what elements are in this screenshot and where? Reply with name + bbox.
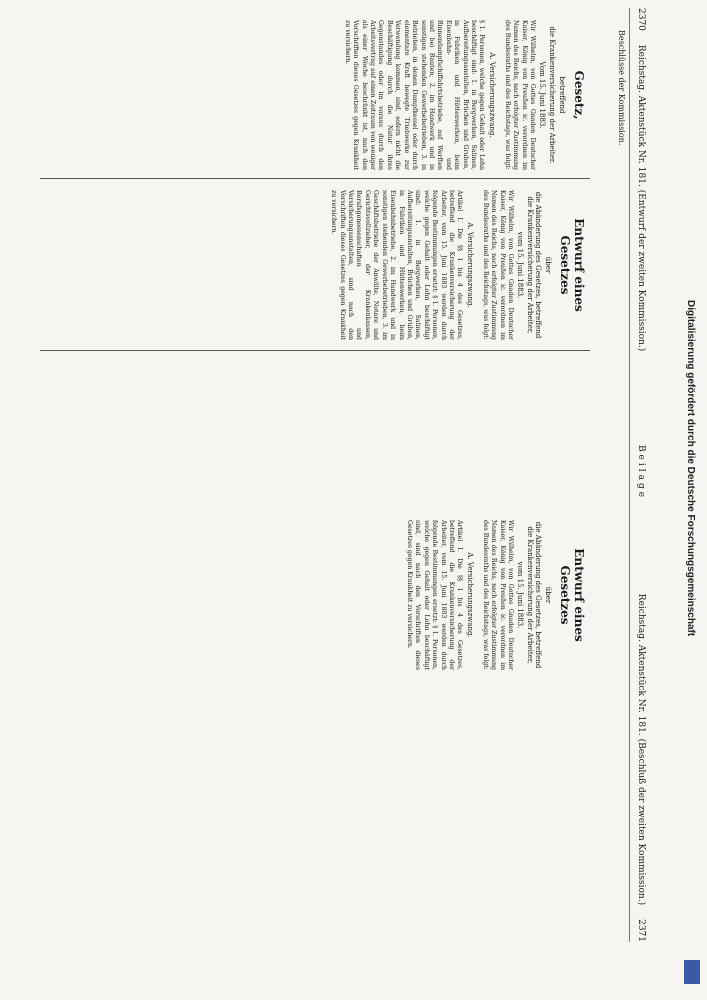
column-1-intro: Wir Wilhelm, von Gottes Gnaden Deutscher Kaiser, König von Preußen ic. verordnen im Namen des Reichs, nach erfolgter Zustimmung des Bundesraths und des Reichstags, was folgt: (503, 20, 536, 170)
column-2-intro: Wir Wilhelm, von Gottes Gnaden Deutscher Kaiser, König von Preußen ic. verordnen im Namen des Reichs, nach erfolgter Zustimmung des Bundesraths und des Reichstags, was folgt: (481, 190, 514, 340)
column-2-caption2: die Abänderung des Gesetzes, betreffend die Krankenversicherung der Arbeiter, (526, 191, 542, 339)
column-2 (40, 190, 590, 340)
column-1-section: A. Versicherungszwang. (488, 52, 497, 138)
column-1 (40, 20, 590, 170)
column-2-title: Entwurf eines Gesetzes (558, 218, 586, 312)
subheader: Beschlüsse der Kommission. (617, 30, 626, 146)
column-1-paragraph: § 1. Personen, welche gegen Gehalt oder Lohn beschäftigt sind: 1. in Bergwerken, Salinen, Aufbereitungsanstalten, Brüchen und Gruben, in Fabriken und Hüttenwerken, beim Eisenbahn- und Binnendampfschiffahrtsbetriebe, auf Werften und bei Bauten, 2. im Handwerk und in sonstigen stehenden Gewerbebetrieben, 3. in Betrieben, in denen Dampfkessel oder durch elementare Kraft bewegte Triebwerke zur Verwendung kommen, sind, sofern nicht die Beschäftigung durch die Natur ihres Gegenstandes oder im voraus durch den Arbeitsvertrag auf einen Zeitraum von weniger als einer Woche beschränkt ist, nach den Vorschriften dieses Gesetzes gegen Krankheit zu versichern. (343, 20, 486, 170)
column-divider (40, 350, 590, 351)
column-1-caption1: betreffend (558, 76, 566, 114)
header-left-text: Reichstag. Aktenstück Nr. 181. (Entwurf der zweiten Kommission.) (636, 44, 646, 352)
column-3-caption2: die Abänderung des Gesetzes, betreffend die Krankenversicherung der Arbeiter, (526, 521, 542, 669)
column-2-paragraph: Artikel I. Die §§ 1 bis 4 des Gesetzes, betreffend die Krankenversicherung der Arbeiter, vom 15. Juni 1883 werden durch folgende Bestimmungen ersetzt: § 1. Personen, welche gegen Gehalt oder Lohn beschäftigt sind: 1. in Bergwerken, Salinen, Aufbereitungsanstalten, Brüchen und Gruben, in Fabriken und Hüttenwerken, beim Eisenbahnbetriebe, 2. im Handwerk und in sonstigen stehenden Gewerbebetrieben, 3. im Geschäftsbetriebe der Anwälte, Notare und Gerichtsvollzieher, der Krankenkassen, Berufsgenossenschaften und Versicherungsanstalten, sind nach den Vorschriften dieses Gesetzes gegen Krankheit zu versichern. (330, 190, 464, 340)
page-number-right: 2371 (636, 919, 646, 942)
column-3-date: vom 15. Juni 1883. (516, 561, 524, 629)
column-3-title: Entwurf eines Gesetzes (558, 548, 586, 642)
column-1-title: Gesetz, (572, 70, 586, 120)
rotated-document (20, 0, 660, 950)
page-number-left: 2370 (636, 8, 646, 31)
column-2-section: A. Versicherungszwang. (466, 222, 475, 308)
column-1-date: Vom 15. Juni 1883. (538, 61, 546, 129)
column-3-paragraph: Artikel I. Die §§ 1 bis 4 des Gesetzes, betreffend die Krankenversicherung der Arbeiter, vom 15. Juni 1883 werden durch folgende Bestimmungen ersetzt: § 1. Personen, welche gegen Gehalt oder Lohn beschäftigt sind, sind nach den Vorschriften dieses Gesetzes gegen Krankheit zu versichern. (405, 520, 464, 670)
running-header (629, 8, 652, 942)
column-2-caption1: über (544, 256, 552, 274)
header-right-text: Reichstag. Aktenstück Nr. 181. (Beschluß der zweiten Kommission.) (636, 593, 646, 906)
header-center-text: Beilage (636, 444, 646, 501)
column-2-date: vom 15. Juni 1883. (516, 231, 524, 299)
column-3-section: A. Versicherungszwang. (466, 552, 475, 638)
dfg-credit-text: Digitalisierung gefördert durch die Deutsche Forschungsgemeinschaft (685, 300, 696, 637)
column-3 (40, 520, 590, 670)
column-3-intro: Wir Wilhelm, von Gottes Gnaden Deutscher Kaiser, König von Preußen ic. verordnen im Namen des Reichs, nach erfolgter Zustimmung des Bundesraths und des Reichstags, was folgt: (481, 520, 514, 670)
dfg-logo-icon (684, 960, 700, 984)
column-divider (40, 178, 590, 179)
dfg-credit-band (680, 300, 700, 960)
column-3-caption1: über (544, 586, 552, 604)
column-1-caption2: die Krankenversicherung der Arbeiter. (548, 26, 556, 164)
